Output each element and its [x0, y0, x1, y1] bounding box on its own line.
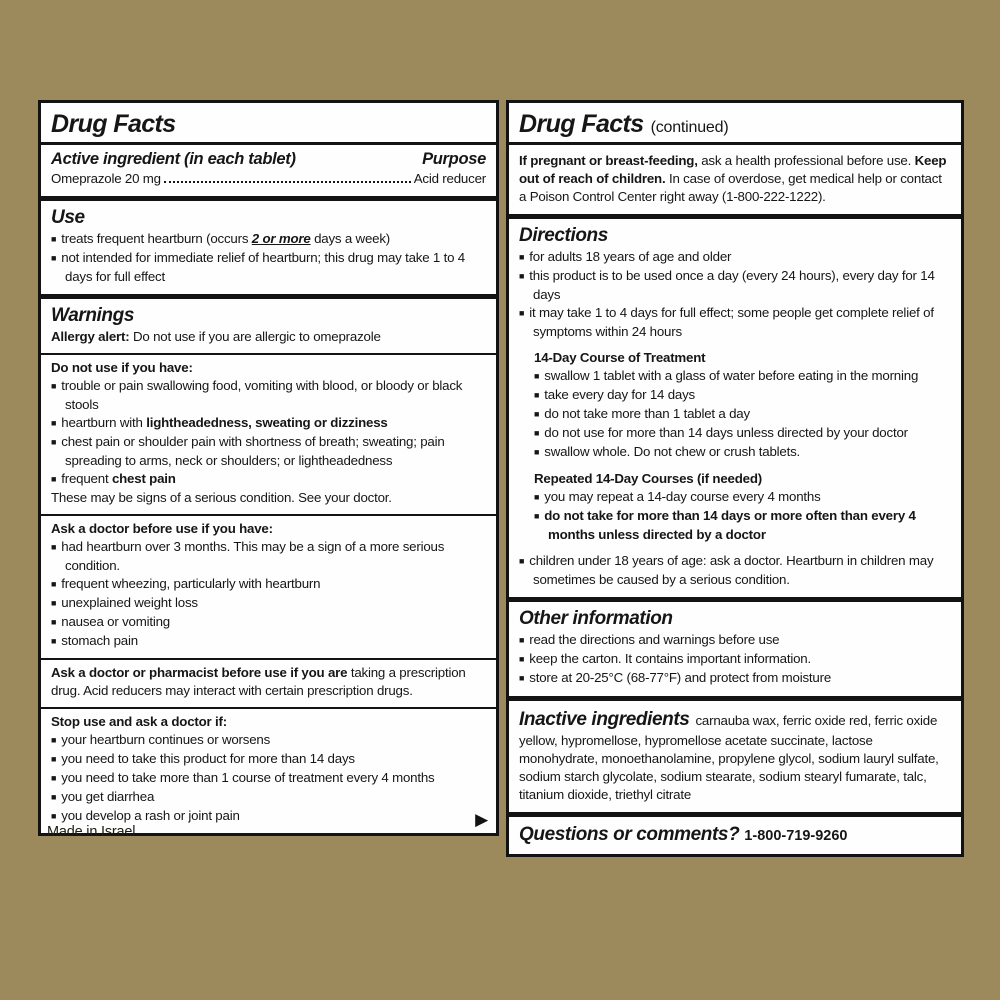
ask-pharmacist-subsection	[41, 658, 496, 707]
questions-heading: Questions or comments?	[519, 824, 740, 845]
drug-facts-panel-right	[506, 100, 964, 857]
bullet-item: ■ do not take for more than 14 days or more often than every 4 months unless directed by a doctor	[534, 507, 951, 544]
drug-facts-title-continued: Drug Facts	[519, 110, 644, 138]
bullet-item: ■ swallow whole. Do not chew or crush tablets.	[534, 443, 951, 462]
bullet-item: ■ do not use for more than 14 days unless directed by your doctor	[534, 424, 951, 443]
children-bullet: ■ children under 18 years of age: ask a doctor. Heartburn in children may sometimes be caused by a serious condition.	[519, 552, 951, 589]
directions-section	[509, 214, 961, 597]
drug-facts-continued-title-section	[509, 103, 961, 145]
purpose-heading: Purpose	[422, 150, 486, 168]
bullet-item: ■ you develop a rash or joint pain	[51, 807, 486, 826]
other-information-section	[509, 597, 961, 696]
bullet-item: ■ chest pain or shoulder pain with shortness of breath; sweating; pain spreading to arms, neck or shoulders; or lightheadedness	[51, 433, 486, 470]
repeated-course-subsection	[534, 470, 951, 544]
bullet-item: ■ take every day for 14 days	[534, 386, 951, 405]
pregnancy-warning-text: If pregnant or breast-feeding, ask a health professional before use. Keep out of reach of children. In case of overdose, get medical help or contact a Poison Control Center right away (1-800-222-1222).	[519, 153, 947, 204]
bullet-item: ■ nausea or vomiting	[51, 613, 486, 632]
use-section	[41, 196, 496, 294]
bullet-item: ■ frequent wheezing, particularly with heartburn	[51, 575, 486, 594]
active-ingredient-heading: Active ingredient (in each tablet)	[51, 150, 296, 168]
bullet-item: ■ frequent chest pain	[51, 470, 486, 489]
other-information-heading: Other information	[519, 608, 673, 629]
bullet-item: ■ for adults 18 years of age and older	[519, 248, 951, 267]
pregnancy-warning-section	[509, 145, 961, 214]
course-subsection	[534, 349, 951, 462]
bullet-item: ■ stomach pain	[51, 632, 486, 651]
directions-heading: Directions	[519, 225, 608, 246]
bullet-item: ■ you may repeat a 14-day course every 4 months	[534, 488, 951, 507]
bullet-item: ■ you get diarrhea	[51, 788, 486, 807]
do-not-use-footer: These may be signs of a serious condition. See your doctor.	[51, 490, 392, 505]
ask-pharmacist-text: Ask a doctor or pharmacist before use if you are taking a prescription drug. Acid reducers may interact with certain prescription drugs.	[51, 665, 466, 698]
made-in-label: Made in Israel	[47, 824, 136, 840]
bullet-item: ■ had heartburn over 3 months. This may be a sign of a more serious condition.	[51, 538, 486, 575]
stop-use-heading: Stop use and ask a doctor if:	[51, 714, 227, 729]
use-heading: Use	[51, 207, 85, 228]
do-not-use-heading: Do not use if you have:	[51, 360, 193, 375]
bullet-item: ■ you need to take more than 1 course of treatment every 4 months	[51, 769, 486, 788]
bullet-item: ■ your heartburn continues or worsens	[51, 731, 486, 750]
questions-section	[509, 812, 961, 854]
bullet-item: ■ it may take 1 to 4 days for full effect; some people get complete relief of symptoms within 24 hours	[519, 304, 951, 341]
repeated-course-heading: Repeated 14-Day Courses (if needed)	[534, 471, 762, 486]
bullet-item: ■ swallow 1 tablet with a glass of water before eating in the morning	[534, 367, 951, 386]
purpose-value: Acid reducer	[413, 171, 486, 186]
bullet-item: ■ not intended for immediate relief of heartburn; this drug may take 1 to 4 days for full effect	[51, 249, 486, 286]
warnings-intro	[41, 299, 496, 353]
inactive-ingredients-heading: Inactive ingredients	[519, 709, 690, 730]
drug-facts-panel-left	[38, 100, 499, 836]
warnings-heading: Warnings	[51, 305, 135, 326]
ask-doctor-heading: Ask a doctor before use if you have:	[51, 521, 273, 536]
bullet-item: ■ store at 20-25°C (68-77°F) and protect from moisture	[519, 669, 951, 688]
course-heading: 14-Day Course of Treatment	[534, 350, 706, 365]
do-not-use-bullets	[51, 377, 486, 489]
bullet-item: ■ this product is to be used once a day (every 24 hours), every day for 14 days	[519, 267, 951, 304]
bullet-item: ■ heartburn with lightheadedness, sweating or dizziness	[51, 414, 486, 433]
continued-label: (continued)	[650, 119, 729, 136]
bullet-item: ■ you need to take this product for more than 14 days	[51, 750, 486, 769]
stop-use-bullets	[51, 731, 488, 829]
continue-arrow-icon: ▶	[475, 810, 488, 829]
do-not-use-subsection	[41, 353, 496, 514]
bullet-item: ■ unexplained weight loss	[51, 594, 486, 613]
bullet-item: ■ trouble or pain swallowing food, vomiting with blood, or bloody or black stools	[51, 377, 486, 414]
allergy-alert-text: Allergy alert: Do not use if you are allergic to omeprazole	[51, 329, 381, 344]
inactive-ingredients-section	[509, 696, 961, 812]
stop-use-subsection	[41, 707, 496, 833]
questions-phone-number: 1-800-719-9260	[744, 828, 848, 844]
use-bullets	[51, 230, 486, 286]
active-ingredient-heading-row	[51, 149, 486, 170]
drug-facts-title: Drug Facts	[51, 110, 176, 138]
drug-facts-title-section	[41, 103, 496, 145]
dotted-leader	[164, 181, 411, 183]
course-bullets	[534, 367, 951, 462]
drug-facts-continued-title-row	[519, 110, 951, 138]
ingredient-name: Omeprazole 20 mg	[51, 171, 161, 186]
inactive-ingredients-text: carnauba wax, ferric oxide red, ferric oxide yellow, hypromellose, hypromellose acetate succinate, lactose monohydrate, monoethanolamine, propylene glycol, sodium lauryl sulfate, sodium starch glycolate, sodium stearate, sodium stearyl fumarate, talc, titanium dioxide, triethyl citrate	[519, 713, 939, 802]
bullet-item: ■ treats frequent heartburn (occurs 2 or more days a week)	[51, 230, 486, 249]
ask-doctor-bullets	[51, 538, 486, 651]
repeated-course-bullets	[534, 488, 951, 544]
ask-doctor-subsection	[41, 514, 496, 658]
directions-bullets	[519, 248, 951, 341]
bullet-item: ■ do not take more than 1 tablet a day	[534, 405, 951, 424]
ingredient-row	[51, 170, 486, 188]
other-information-bullets	[519, 631, 951, 688]
bullet-item: ■ read the directions and warnings before use	[519, 631, 951, 650]
active-ingredient-section	[41, 145, 496, 196]
warnings-section	[41, 294, 496, 833]
bullet-item: ■ keep the carton. It contains important information.	[519, 650, 951, 669]
